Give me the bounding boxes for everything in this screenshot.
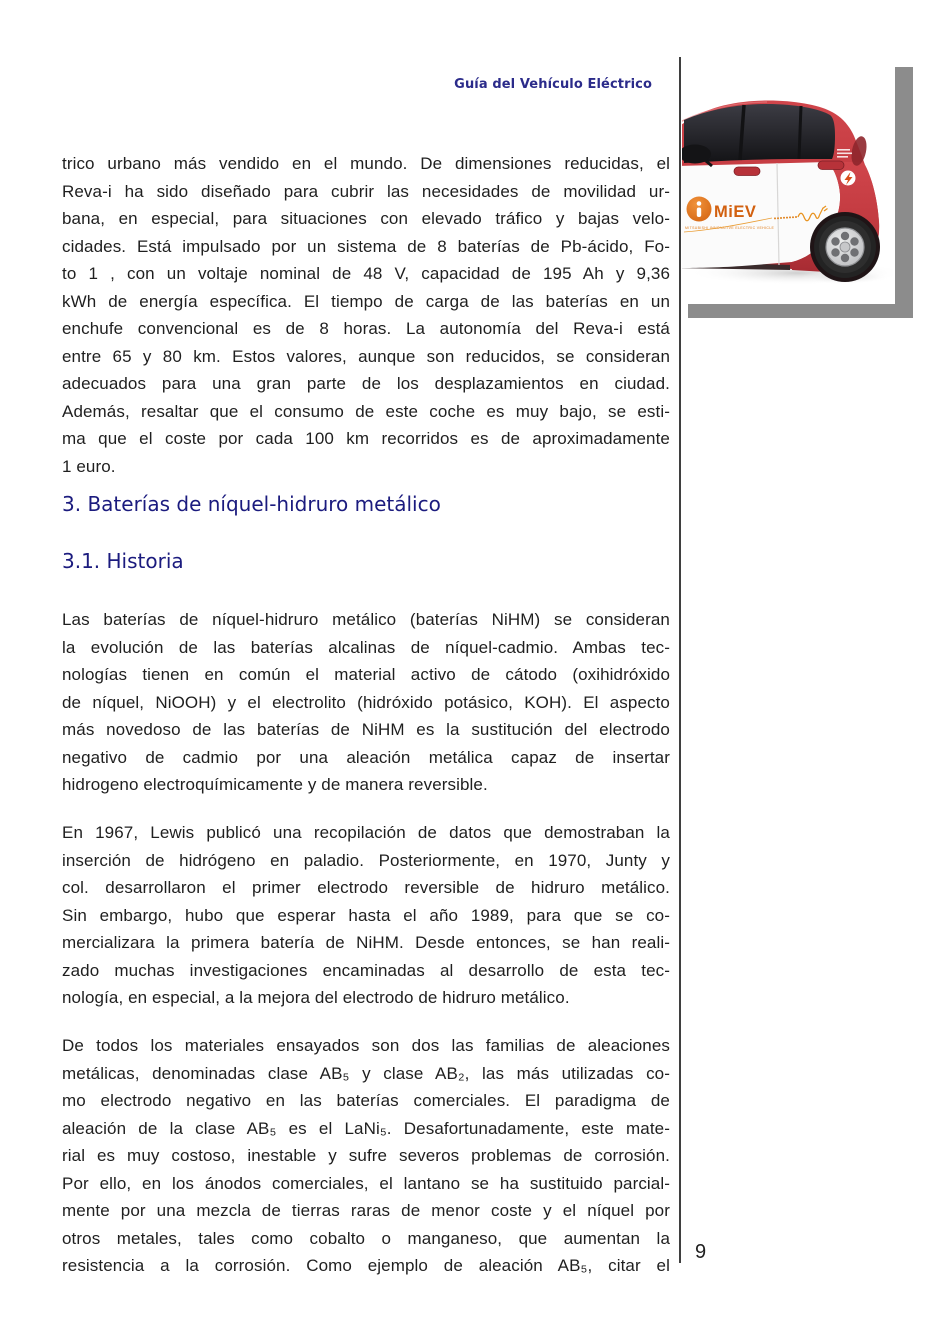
paragraph xyxy=(62,150,670,480)
text-line: De todos los materiales ensayados son dos las familias de aleaciones xyxy=(62,1036,670,1055)
text-line: nologías tienen en común el material activo de cátodo (oxihidróxido xyxy=(62,665,670,684)
imiev-logo-text: MiEV xyxy=(714,203,757,221)
text-line: más novedoso de las baterías de NiHM es la sustitución del electrodo xyxy=(62,720,670,739)
car-photo-drawing xyxy=(682,58,893,293)
text-line: rial es muy costoso, inestable y sufre severos problemas de corrosión. xyxy=(62,1146,670,1165)
paragraph xyxy=(62,1032,670,1280)
text-line: Las baterías de níquel-hidruro metálico (baterías NiHM) se consideran xyxy=(62,610,670,629)
text-line: nología, en especial, a la mejora del electrodo de hidruro metálico. xyxy=(62,988,570,1007)
imiev-logo-caption: MITSUBISHI INNOVATIVE ELECTRIC VEHICLE xyxy=(685,226,775,230)
text-line: trico urbano más vendido en el mundo. De dimensiones reducidas, el xyxy=(62,154,670,173)
text-line: Reva-i ha sido diseñado para cubrir las necesidades de movilidad ur- xyxy=(62,181,670,201)
paragraph xyxy=(62,606,670,799)
text-line: la evolución de las baterías alcalinas de níquel-cadmio. Ambas tec- xyxy=(62,637,670,657)
text-line: mente por una mezcla de tierras raras de menor coste y el níquel por xyxy=(62,1201,670,1220)
text-line: kWh de energía específica. El tiempo de carga de las baterías en un xyxy=(62,291,670,311)
page-number: 9 xyxy=(695,1241,707,1263)
rear-door-handle xyxy=(818,161,844,170)
car-photo xyxy=(682,58,893,293)
imiev-logo-i-dot xyxy=(697,201,702,206)
text-line: cidades. Está impulsado por un sistema de 8 baterías de Pb-ácido, Fo- xyxy=(62,236,670,256)
c-pillar xyxy=(799,106,801,159)
text-line: de níquel, NiOOH) y el electrolito (hidróxido potásico, KOH). El aspecto xyxy=(62,692,670,712)
text-line: enchufe convencional es de 8 horas. La autonomía del Reva-i está xyxy=(62,319,670,338)
text-line: Por ello, en los ánodos comerciales, el lantano se ha sustituido parcial- xyxy=(62,1173,670,1193)
photo-shadow-bottom xyxy=(688,304,913,318)
text-line: mercializara la primera batería de NiHM. Desde entonces, se han reali- xyxy=(62,933,670,952)
photo-shadow-right xyxy=(895,67,913,318)
text-line: ma que el coste por cada 100 km recorridos es de aproximadamente xyxy=(62,429,670,448)
text-line: hidrogeno electroquímicamente y de manera reversible. xyxy=(62,775,488,794)
page-header-title: Guía del Vehículo Eléctrico xyxy=(454,77,652,92)
text-line: otros metales, tales como cobalto o manganeso, que aumentan la xyxy=(62,1228,670,1248)
front-door-handle xyxy=(734,167,760,176)
text-line: zado muchas investigaciones encaminadas al desarrollo de esta tec- xyxy=(62,960,670,980)
imiev-logo-i-stem xyxy=(697,208,701,218)
text-line: Además, resaltar que el consumo de este coche es muy bajo, se esti- xyxy=(62,401,670,421)
text-line: col. desarrollaron el primer electrodo reversible de hidruro metálico. xyxy=(62,878,670,897)
subsection-heading: 3.1. Historia xyxy=(62,549,184,573)
text-line: entre 65 y 80 km. Estos valores, aunque son reducidos, se consideran xyxy=(62,346,670,366)
text-line: aleación de la clase AB₅ es el LaNi₅. Desafortunadamente, este mate- xyxy=(62,1118,670,1138)
hub-cap xyxy=(840,242,850,252)
text-line: En 1967, Lewis publicó una recopilación de datos que demostraban la xyxy=(62,823,670,842)
text-line: mo electrodo negativo en las baterías comerciales. El paradigma de xyxy=(62,1091,670,1110)
text-line: bana, en especial, para situaciones con elevado tráfico y bajas velo- xyxy=(62,209,670,228)
text-line: Sin embargo, hubo que esperar hasta el año 1989, para que se co- xyxy=(62,905,670,925)
text-line: resistencia a la corrosión. Como ejemplo de aleación AB₅, citar el xyxy=(62,1256,670,1275)
text-line: metálicas, denominadas clase AB₅ y clase AB₂, las más utilizadas co- xyxy=(62,1063,670,1083)
text-line: negativo de cadmio por una aleación metálica capaz de insertar xyxy=(62,747,670,767)
text-line: 1 euro. xyxy=(62,456,116,476)
text-line: to 1 , con un voltaje nominal de 48 V, capacidad de 195 Ah y 9,36 xyxy=(62,264,670,283)
text-line: adecuados para una gran parte de los desplazamientos en ciudad. xyxy=(62,374,670,393)
text-line: inserción de hidrógeno en paladio. Posteriormente, en 1970, Junty y xyxy=(62,850,670,870)
paragraph xyxy=(62,819,670,1012)
page-margin-rule xyxy=(679,57,681,1263)
section-heading: 3. Baterías de níquel-hidruro metálico xyxy=(62,492,441,516)
